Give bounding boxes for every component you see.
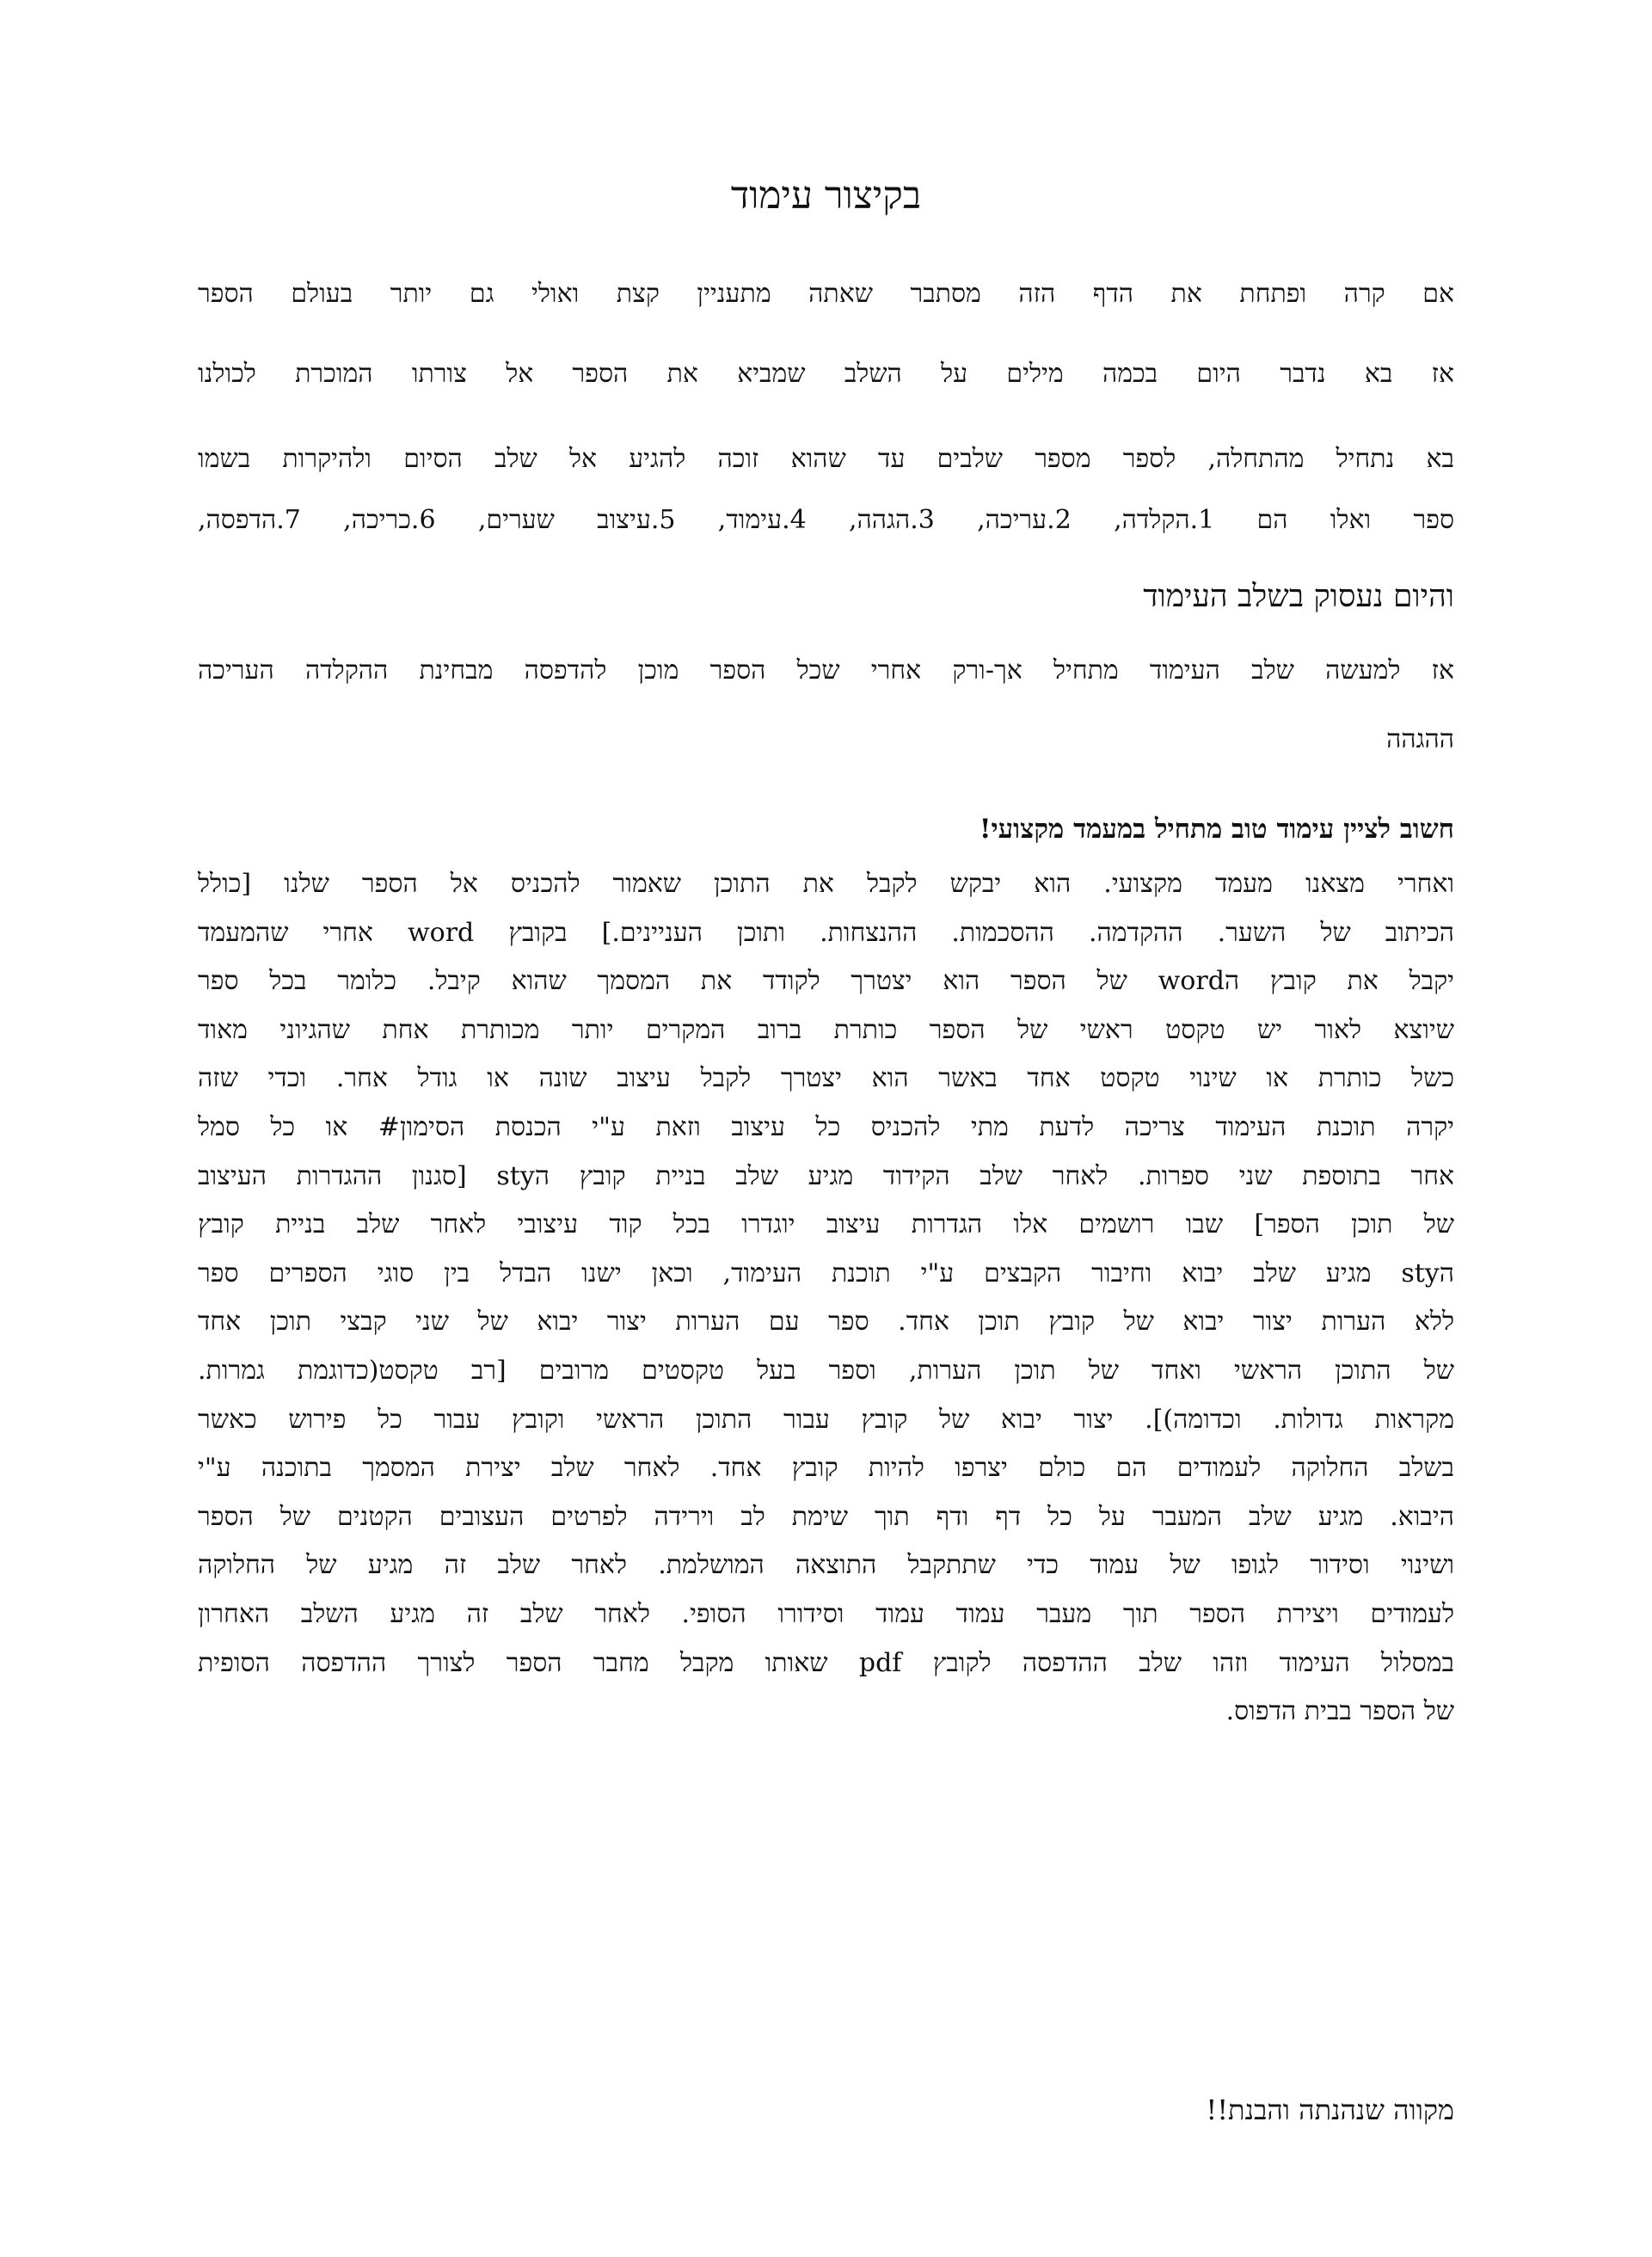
body-line: יקבל את קובץ הword של הספר הוא יצטרך לקודד את המסמך שהוא קיבל. כלומר בכל ספר xyxy=(198,966,1454,997)
intro-line-2: אז בא נדבר היום בכמה מילים על השלב שמביא את הספר אל צורתו המוכרת לכולנו xyxy=(198,359,1454,389)
stages-line-1: בא נתחיל מהתחלה, לספר מספר שלבים עד שהוא זוכה להגיע אל שלב הסיום ולהיקרות בשמו xyxy=(198,444,1454,474)
closing-line: מקווה שנהנתה והבנת!! xyxy=(1206,2094,1454,2126)
body-line: הכיתוב של השער. ההקדמה. ההסכמות. ההנצחות. ותוכן העניינים.] בקובץ word אחרי שהמעמד xyxy=(198,917,1454,948)
body-paragraph xyxy=(198,860,1454,1737)
body-line: היבוא. מגיע שלב המעבר על כל דף ודף תוך שימת לב וירידה לפרטים העצובים הקטנים של הספר xyxy=(198,1501,1454,1532)
body-line: אחר בתוספת שני ספרות. לאחר שלב הקידוד מגיע שלב בניית קובץ הsty [סגנון ההגדרות העיצוב xyxy=(198,1160,1454,1191)
body-line: מקראות גדולות. וכדומה)]. יצור יבוא של קובץ עבור התוכן הראשי וקובץ עבור כל פירוש כאשר xyxy=(198,1404,1454,1435)
body-line: ושינוי וסידור לגופו של עמוד כדי שתתקבל התוצאה המושלמת. לאחר שלב זה מגיע של החלוקה xyxy=(198,1550,1454,1581)
body-line: הsty מגיע שלב יבוא וחיבור הקבצים ע"י תוכנת העימוד, וכאן ישנו הבדל בין סוגי הספרים ספר xyxy=(198,1258,1454,1288)
stages-line-2: ספר ואלו הם 1.הקלדה, 2.עריכה, 3.הגהה, 4.עימוד, 5.עיצוב שערים, 6.כריכה, 7.הדפסה, xyxy=(198,505,1455,535)
body-line: יקרה תוכנת העימוד צריכה לדעת מתי להכניס כל עיצוב וזאת ע"י הכנסת הסימון# או כל סמל xyxy=(198,1111,1454,1142)
start-line-2: ההגהה xyxy=(1386,724,1454,754)
body-line: שיוצא לאור יש טקסט ראשי של הספר כותרת ברוב המקרים יותר מכותרת אחת שהגיוני מאוד xyxy=(198,1014,1454,1045)
body-line: של הספר בבית הדפוס. xyxy=(1225,1696,1454,1727)
page-title: בקיצור עימוד xyxy=(730,174,922,218)
body-line: כשל כותרת או שינוי טקסט אחד באשר הוא יצטרך לקבל עיצוב שונה או גודל אחר. וכדי שזה xyxy=(198,1063,1454,1094)
body-line: ואחרי מצאנו מעמד מקצועי. הוא יבקש לקבל את התוכן שאמור להכניס אל הספר שלנו [כולל xyxy=(198,869,1454,899)
body-line: של תוכן הספר] שבו רושמים אלו הגדרות עיצוב יוגדרו בכל קוד עיצובי לאחר שלב בניית קובץ xyxy=(198,1209,1454,1240)
body-line: בשלב החלוקה לעמודים הם כולם יצרפו להיות קובץ אחד. לאחר שלב יצירת המסמך בתוכנה ע"י xyxy=(198,1453,1454,1484)
body-line: במסלול העימוד וזהו שלב ההדפסה לקובץ pdf שאותו מקבל מחבר הספר לצורך ההדפסה הסופית xyxy=(198,1647,1454,1678)
start-line-1: אז למעשה שלב העימוד מתחיל אך-ורק אחרי שכל הספר מוכן להדפסה מבחינת ההקלדה העריכה xyxy=(198,655,1454,686)
intro-line-1: אם קרה ופתחת את הדף הזה מסתבר שאתה מתעניין קצת ואולי גם יותר בעולם הספר xyxy=(198,279,1454,309)
body-line: של התוכן הראשי ואחד של תוכן הערות, וספר בעל טקסטים מרובים [רב טקסט(כדוגמת גמרות. xyxy=(198,1355,1454,1386)
subheading: והיום נעסוק בשלב העימוד xyxy=(1143,579,1454,614)
body-line: לעמודים ויצירת הספר תוך מעבר עמוד עמוד וסידורו הסופי. לאחר שלב זה מגיע השלב האחרון xyxy=(198,1598,1454,1629)
body-line: ללא הערות יצור יבוא של קובץ תוכן אחד. ספר עם הערות יצור יבוא של שני קבצי תוכן אחד xyxy=(198,1307,1454,1338)
important-heading: חשוב לציין עימוד טוב מתחיל במעמד מקצועי! xyxy=(979,814,1454,845)
